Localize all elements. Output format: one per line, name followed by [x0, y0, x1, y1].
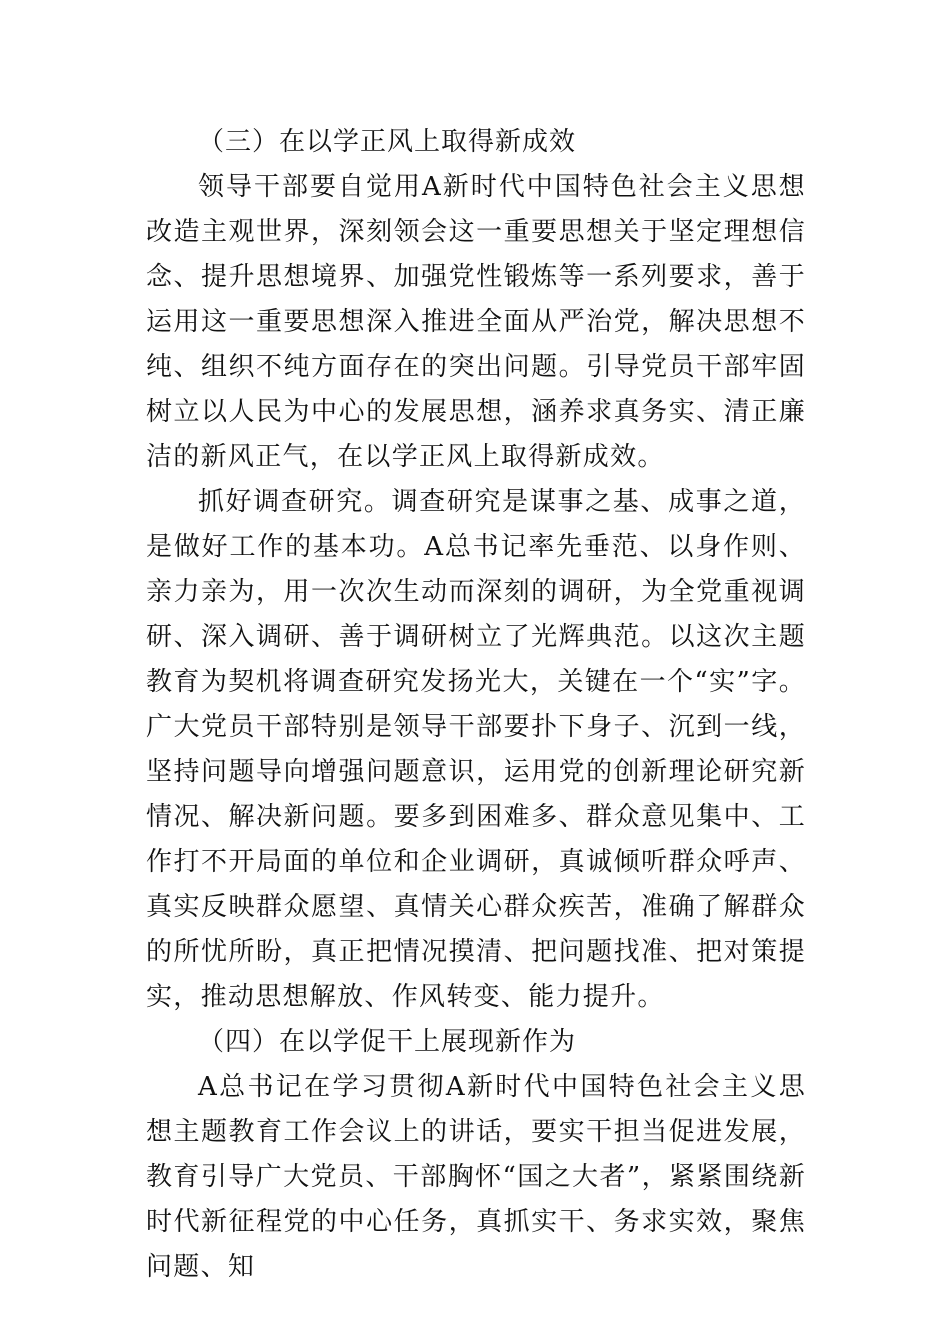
document-body	[146, 120, 806, 1290]
paragraph: 领导干部要自觉用A新时代中国特色社会主义思想改造主观世界，深刻领会这一重要思想关于坚定理想信念、提升思想境界、加强党性锻炼等一系列要求，善于运用这一重要思想深入推进全面从严治党，解决思想不纯、组织不纯方面存在的突出问题。引导党员干部牢固树立以人民为中心的发展思想，涵养求真务实、清正廉洁的新风正气，在以学正风上取得新成效。	[146, 172, 806, 472]
section-heading-4: （四）在以学促干上展现新作为	[198, 1027, 577, 1057]
paragraph: 抓好调查研究。调查研究是谋事之基、成事之道，是做好工作的基本功。A总书记率先垂范、以身作则、亲力亲为，用一次次生动而深刻的调研，为全党重视调研、深入调研、善于调研树立了光辉典范。以这次主题教育为契机将调查研究发扬光大，关键在一个“实”字。广大党员干部特别是领导干部要扑下身子、沉到一线，坚持问题导向增强问题意识，运用党的创新理论研究新情况、解决新问题。要多到困难多、群众意见集中、工作打不开局面的单位和企业调研，真诚倾听群众呼声、真实反映群众愿望、真情关心群众疾苦，准确了解群众的所忧所盼，真正把情况摸清、把问题找准、把对策提实，推动思想解放、作风转变、能力提升。	[146, 487, 806, 1012]
section-heading-3: （三）在以学正风上取得新成效	[198, 127, 577, 157]
paragraph: A总书记在学习贯彻A新时代中国特色社会主义思想主题教育工作会议上的讲话，要实干担当促进发展，教育引导广大党员、干部胸怀“国之大者”，紧紧围绕新时代新征程党的中心任务，真抓实干、务求实效，聚焦问题、知	[146, 1072, 806, 1282]
